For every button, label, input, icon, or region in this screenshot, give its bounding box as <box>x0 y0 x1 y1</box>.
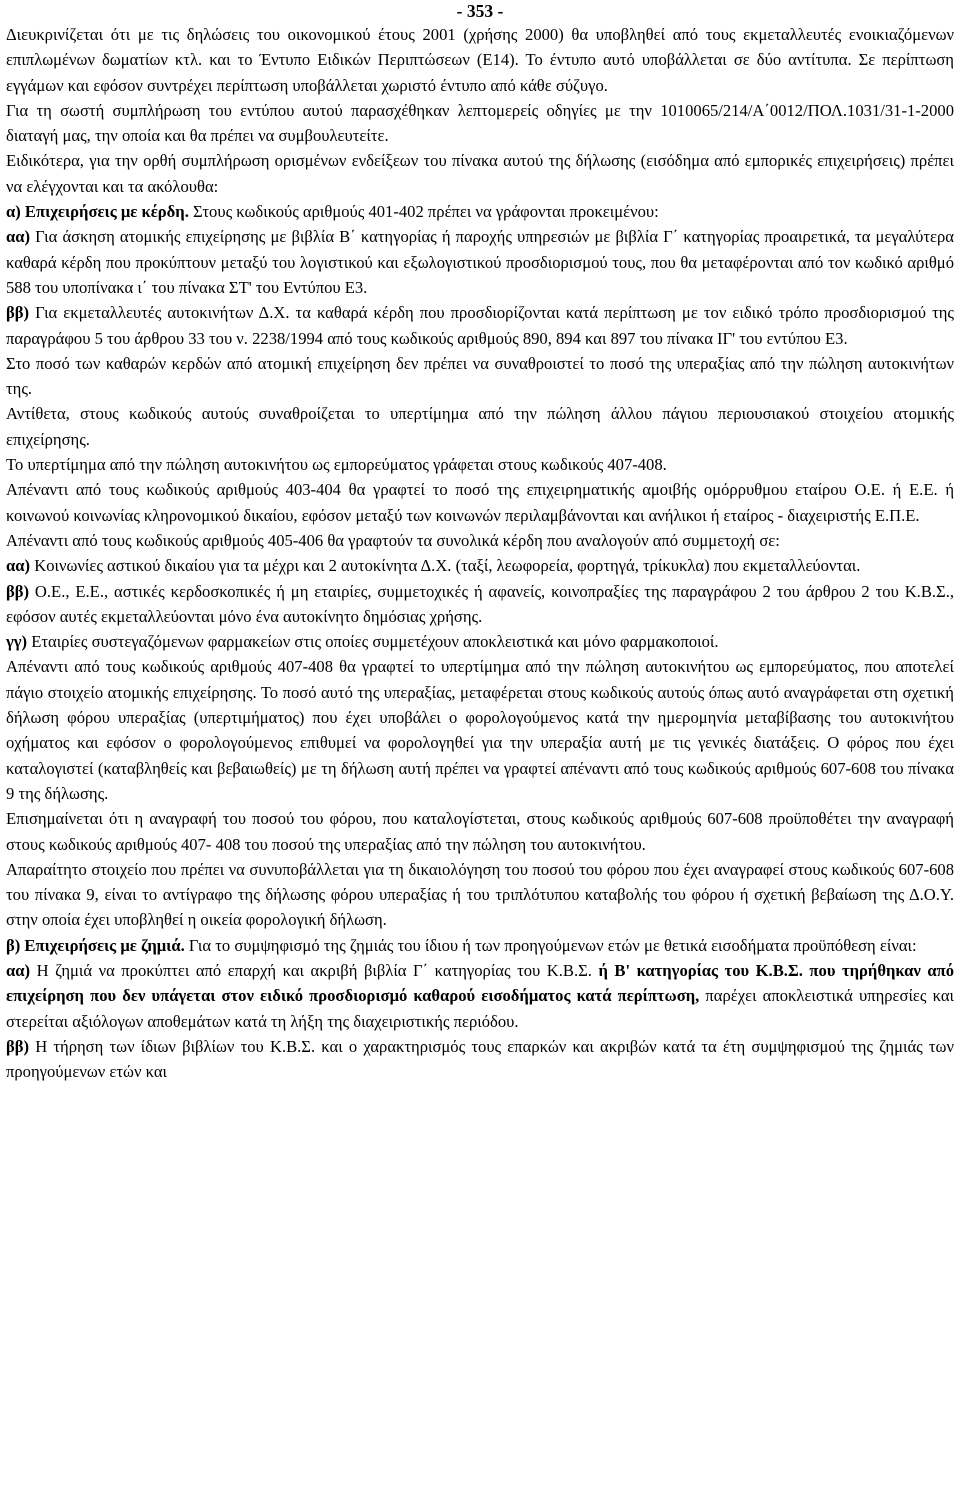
paragraph-text: Εταιρίες συστεγαζόμενων φαρμακείων στις οποίες συμμετέχουν αποκλειστικά και μόνο φαρμακοποιοί. <box>27 632 719 652</box>
paragraph-required-documents <box>6 857 954 933</box>
paragraph-text: Ειδικότερα, για την ορθή συμπλήρωση ορισμένων ενδείξεων του πίνακα αυτού της δήλωσης (εισόδημα από εμπορικές επιχειρήσεις) πρέπει να ελέγχονται και τα ακόλουθα: <box>6 151 954 196</box>
paragraph-item-bb-vehicles <box>6 300 954 351</box>
paragraph-profit-businesses <box>6 199 954 224</box>
paragraph-text: Για το συμψηφισμό της ζημιάς του ίδιου ή των προηγούμενων ετών με θετικά εισοδήματα προϋπόθεση είναι: <box>184 935 917 955</box>
paragraph-item-aa-loss <box>6 958 954 1034</box>
paragraph-clarification <box>6 22 954 98</box>
paragraph-text: Απέναντι από τους κωδικούς αριθμούς 407-408 θα γραφτεί το υπερτίμημα από την πώληση αυτοκινήτου ως εμπορεύματος, που αποτελεί πάγιο στοιχείο ατομικής επιχείρησης. Το ποσό αυτό της υπεραξίας, μεταφέρεται στους κωδικούς αυτούς όπως αυτό αναγράφεται στη σχετική δήλωση φόρου υπεραξίας (υπερτιμήματος) που έχει υποβάλει ο φορολογούμενος κατά την ημερομηνία μεταβίβασης του αυτοκινήτου οχήματος και εφόσον ο φορολογούμενος επιθυμεί να φορολογηθεί για την υπεραξία αυτή με τις γενικές διατάξεις. Ο φόρος που έχει καταλογιστεί (καταβληθείς και βεβαιωθείς) με τη δήλωση αυτή πρέπει να γραφτεί απέναντι από τους κωδικούς αριθμούς 607-608 του πίνακα 9 της δήλωσης. <box>6 657 954 803</box>
paragraph-on-the-contrary <box>6 401 954 452</box>
paragraph-text: Απέναντι από τους κωδικούς αριθμούς 403-404 θα γραφτεί το ποσό της επιχειρηματικής αμοιβής ομόρρυθμου εταίρου Ο.Ε. ή Ε.Ε. ή κοινωνού κοινωνίας κληρονομικού δικαίου, εφόσον μεταξύ των κοινωνών περιλαμβάνονται και ανήλικοι ή εταίρος - διαχειριστής Ε.Π.Ε. <box>6 480 954 525</box>
section-heading-profit: α) Επιχειρήσεις με κέρδη. <box>6 202 189 222</box>
paragraph-text: Η τήρηση των ίδιων βιβλίων του Κ.Β.Σ. και ο χαρακτηρισμός τους επαρκών και ακριβών κατά τα έτη συμψηφισμού της ζημιάς των προηγούμενων ετών και <box>6 1036 954 1082</box>
item-label-aa: αα) <box>6 556 31 576</box>
paragraph-codes-405-406 <box>6 528 954 553</box>
paragraph-text: Απέναντι από τους κωδικούς αριθμούς 405-406 θα γραφτούν τα συνολικά κέρδη που αναλογούν από συμμετοχή σε: <box>6 530 780 550</box>
item-label-bb: ββ) <box>6 303 30 323</box>
paragraph-text: Για άσκηση ατομικής επιχείρησης με βιβλία Β΄ κατηγορίας ή παροχής υπηρεσιών με βιβλία Γ΄ κατηγορίας προαιρετικά, τα μεγαλύτερα καθαρά κέρδη που προκύπτουν μεταξύ του λογιστικού και εξωλογιστικού προσδιορισμού τους, που θα μεταφέρονται από τον κωδικό αριθμό 588 του υποπίνακα ι΄ του πίνακα ΣΤ' του Εντύπου Ε3. <box>6 227 954 297</box>
item-label-gg: γγ) <box>6 632 28 652</box>
paragraph-codes-407-408 <box>6 654 954 806</box>
paragraph-loss-businesses <box>6 933 954 958</box>
paragraph-text: Επισημαίνεται ότι η αναγραφή του ποσού του φόρου, που καταλογίστεται, στους κωδικούς αριθμούς 607-608 προϋποθέτει την αναγραφή στους κωδικούς αριθμούς 407- 408 του ποσού της υπεραξίας από την πώληση του αυτοκινήτου. <box>6 809 954 854</box>
item-label-aa: αα) <box>6 227 31 247</box>
paragraph-item-aa-civil <box>6 553 954 578</box>
paragraph-net-profit-note <box>6 351 954 402</box>
paragraph-instructions-reference <box>6 98 954 149</box>
paragraph-text: Η ζημιά να προκύπτει από επαρχή και ακριβή βιβλία Γ΄ κατηγορίας του Κ.Β.Σ. <box>30 960 599 980</box>
paragraph-text: Διευκρινίζεται ότι με τις δηλώσεις του οικονομικού έτους 2001 (χρήσης 2000) θα υποβληθεί από τους εκμεταλλευτές ενοικιαζόμενων επιπλωμένων δωματίων κτλ. και το Έντυπο Ειδικών Περιπτώσεων (Ε14). Το έντυπο αυτό υποβάλλεται σε δύο αντίτυπα. Σε περίπτωση εγγάμων και εφόσον συντρέχει περίπτωση υποβάλλεται χωριστό έντυπο από κάθε σύζυγο. <box>6 25 954 95</box>
paragraph-item-bb-loss <box>6 1034 954 1085</box>
item-label-aa: αα) <box>6 960 31 980</box>
paragraph-codes-403-404 <box>6 477 954 528</box>
item-label-bb: ββ) <box>6 1036 30 1056</box>
paragraph-text: Στους κωδικούς αριθμούς 401-402 πρέπει να γράφονται προκειμένου: <box>188 202 659 222</box>
section-heading-loss: β) Επιχειρήσεις με ζημιά. <box>6 935 185 955</box>
paragraph-text: Αντίθετα, στους κωδικούς αυτούς συναθροίζεται το υπερτίμημα από την πώληση άλλου πάγιου περιουσιακού στοιχείου ατομικής επιχείρησης. <box>6 404 954 449</box>
page-number: - 353 - <box>456 1 504 21</box>
item-label-bb: ββ) <box>6 581 30 601</box>
paragraph-surplus-codes <box>6 452 954 477</box>
paragraph-text: Για εκμεταλλευτές αυτοκινήτων Δ.Χ. τα καθαρά κέρδη που προσδιορίζονται κατά περίπτωση με τον ειδικό τρόπο προσδιορισμού της παραγράφου 5 του άρθρου 33 του ν. 2238/1994 από τους κωδικούς αριθμούς 890, 894 και 897 του πίνακα ΙΓ' του εντύπου Ε3. <box>6 303 954 348</box>
paragraph-item-gg-pharmacies <box>6 629 954 654</box>
bold-condition-text: ή Β' κατηγορίας του Κ.Β.Σ. που τηρήθηκαν από επιχείρηση που δεν υπάγεται στον ειδικό προσδιορισμό καθαρού εισοδήματος κατά περίπτωση, <box>6 960 954 1006</box>
paragraph-text: Ο.Ε., Ε.Ε., αστικές κερδοσκοπικές ή μη εταιρίες, συμμετοχικές ή αφανείς, κοινοπραξίες της παραγράφου 2 του άρθρου 2 του Κ.Β.Σ., εφόσον αυτές εκμεταλλεύονται μόνο ένα αυτοκίνητο δημόσιας χρήσης. <box>6 581 954 626</box>
paragraph-text: Απαραίτητο στοιχείο που πρέπει να συνυποβάλλεται για τη δικαιολόγηση του ποσού του φόρου που έχει αναγραφεί στους κωδικούς 607-608 του πίνακα 9, είναι το αντίγραφο της δήλωσης φόρου υπεραξίας ή του τριπλότυπου καταβολής του φόρου ή σχετική βεβαίωση της Δ.Ο.Υ. στην οποία έχει υποβληθεί η οικεία φορολογική δήλωση. <box>6 859 954 930</box>
paragraph-text: παρέχει αποκλειστικά υπηρεσίες και στερείται αξιόλογων αποθεμάτων κατά τη λήξη της διαχειριστικής περιόδου. <box>6 986 954 1031</box>
paragraph-item-bb-partnerships <box>6 579 954 630</box>
paragraph-specifically <box>6 148 954 199</box>
paragraph-text: Στο ποσό των καθαρών κερδών από ατομική επιχείρηση δεν πρέπει να συναθροιστεί το ποσό της υπεραξίας από την πώληση αυτοκινήτων της. <box>6 353 954 399</box>
paragraph-text: Για τη σωστή συμπλήρωση του εντύπου αυτού παρασχέθηκαν λεπτομερείς οδηγίες με την 1010065/214/Α΄0012/ΠΟΛ.1031/31-1-2000 διαταγή μας, την οποία και θα πρέπει να συμβουλευτείτε. <box>6 100 954 146</box>
paragraph-text: Το υπερτίμημα από την πώληση αυτοκινήτου ως εμπορεύματος γράφεται στους κωδικούς 407-408. <box>6 455 667 475</box>
paragraph-text: Κοινωνίες αστικού δικαίου για τα μέχρι και 2 αυτοκίνητα Δ.Χ. (ταξί, λεωφορεία, φορτηγά, τρίκυκλα) που εκμεταλλεύονται. <box>30 556 861 576</box>
paragraph-emphasis-607-608 <box>6 806 954 857</box>
paragraph-item-aa-individual <box>6 224 954 300</box>
